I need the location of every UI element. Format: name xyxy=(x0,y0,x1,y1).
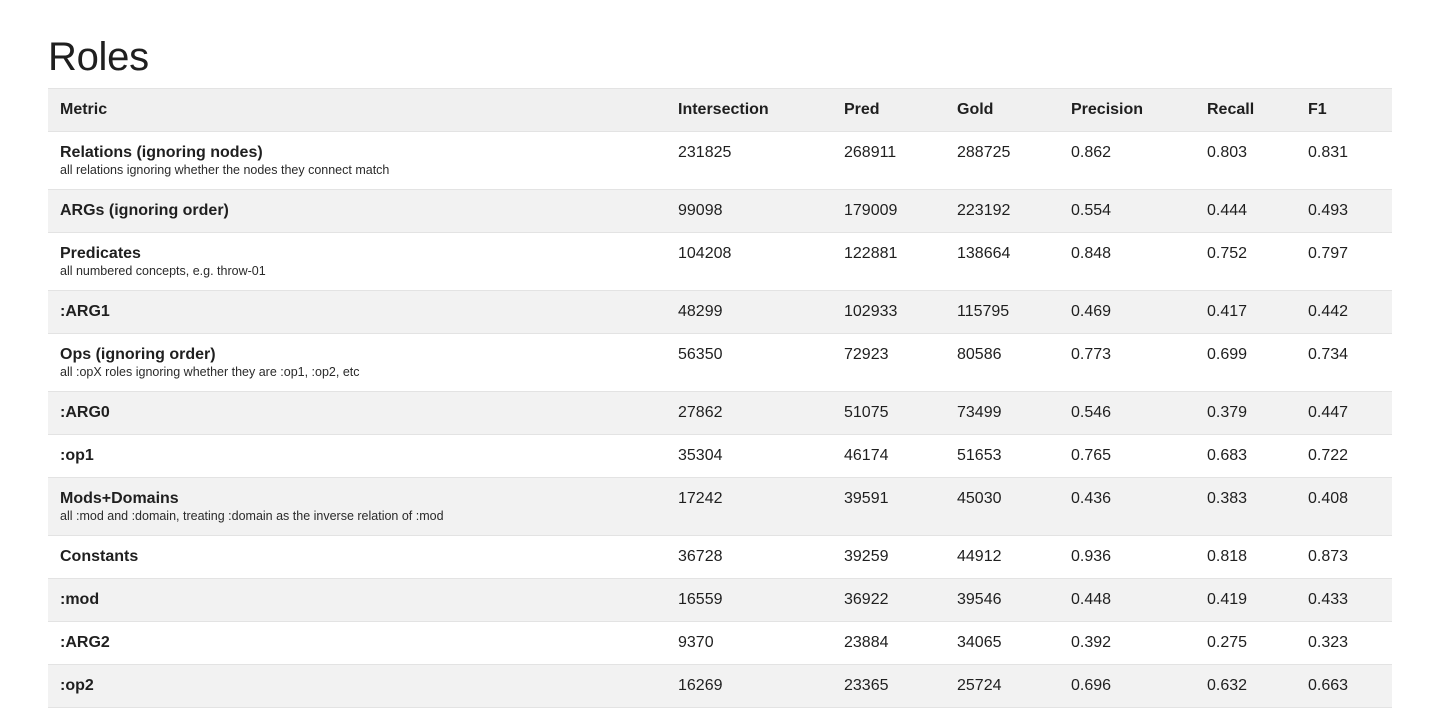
table-row xyxy=(48,622,1392,665)
table-row xyxy=(48,334,1392,392)
table-row xyxy=(48,392,1392,435)
metric-cell xyxy=(48,190,666,233)
precision-cell: 0.765 xyxy=(1059,435,1195,478)
f1-cell: 0.442 xyxy=(1296,291,1392,334)
gold-cell: 223192 xyxy=(945,190,1059,233)
gold-cell: 34065 xyxy=(945,622,1059,665)
intersection-cell: 99098 xyxy=(666,190,832,233)
metric-cell xyxy=(48,334,666,392)
pred-cell: 36922 xyxy=(832,579,945,622)
column-header-gold: Gold xyxy=(945,89,1059,132)
f1-cell: 0.663 xyxy=(1296,665,1392,708)
pred-cell: 122881 xyxy=(832,233,945,291)
pred-cell: 39591 xyxy=(832,478,945,536)
metric-cell xyxy=(48,291,666,334)
column-header-metric: Metric xyxy=(48,89,666,132)
metric-cell xyxy=(48,233,666,291)
column-header-precision: Precision xyxy=(1059,89,1195,132)
recall-cell: 0.818 xyxy=(1195,536,1296,579)
metric-cell xyxy=(48,665,666,708)
pred-cell: 179009 xyxy=(832,190,945,233)
recall-cell: 0.275 xyxy=(1195,622,1296,665)
intersection-cell: 16269 xyxy=(666,665,832,708)
metric-name: :ARG1 xyxy=(60,303,110,320)
precision-cell: 0.392 xyxy=(1059,622,1195,665)
f1-cell: 0.323 xyxy=(1296,622,1392,665)
metric-cell xyxy=(48,435,666,478)
recall-cell: 0.383 xyxy=(1195,478,1296,536)
intersection-cell: 9370 xyxy=(666,622,832,665)
table-row xyxy=(48,478,1392,536)
precision-cell: 0.773 xyxy=(1059,334,1195,392)
gold-cell: 138664 xyxy=(945,233,1059,291)
pred-cell: 72923 xyxy=(832,334,945,392)
recall-cell: 0.632 xyxy=(1195,665,1296,708)
metric-description: all :opX roles ignoring whether they are :op1, :op2, etc xyxy=(60,365,360,379)
recall-cell: 0.379 xyxy=(1195,392,1296,435)
intersection-cell: 231825 xyxy=(666,132,832,190)
gold-cell: 45030 xyxy=(945,478,1059,536)
recall-cell: 0.683 xyxy=(1195,435,1296,478)
f1-cell: 0.873 xyxy=(1296,536,1392,579)
pred-cell: 46174 xyxy=(832,435,945,478)
precision-cell: 0.848 xyxy=(1059,233,1195,291)
column-header-f1: F1 xyxy=(1296,89,1392,132)
precision-cell: 0.862 xyxy=(1059,132,1195,190)
table-row xyxy=(48,190,1392,233)
gold-cell: 115795 xyxy=(945,291,1059,334)
table-body xyxy=(48,132,1392,708)
gold-cell: 288725 xyxy=(945,132,1059,190)
f1-cell: 0.408 xyxy=(1296,478,1392,536)
table-row xyxy=(48,233,1392,291)
precision-cell: 0.696 xyxy=(1059,665,1195,708)
metric-cell xyxy=(48,392,666,435)
metric-cell xyxy=(48,536,666,579)
metric-cell xyxy=(48,132,666,190)
intersection-cell: 48299 xyxy=(666,291,832,334)
table-row xyxy=(48,435,1392,478)
pred-cell: 23365 xyxy=(832,665,945,708)
table-row xyxy=(48,665,1392,708)
pred-cell: 268911 xyxy=(832,132,945,190)
f1-cell: 0.493 xyxy=(1296,190,1392,233)
metric-description: all :mod and :domain, treating :domain as the inverse relation of :mod xyxy=(60,509,444,523)
precision-cell: 0.469 xyxy=(1059,291,1195,334)
pred-cell: 39259 xyxy=(832,536,945,579)
table-row xyxy=(48,132,1392,190)
metric-cell xyxy=(48,579,666,622)
precision-cell: 0.546 xyxy=(1059,392,1195,435)
metric-description: all numbered concepts, e.g. throw-01 xyxy=(60,264,266,278)
metric-name: :op1 xyxy=(60,447,94,464)
metric-cell xyxy=(48,622,666,665)
metrics-table xyxy=(48,88,1392,708)
intersection-cell: 104208 xyxy=(666,233,832,291)
f1-cell: 0.433 xyxy=(1296,579,1392,622)
table-row xyxy=(48,291,1392,334)
recall-cell: 0.803 xyxy=(1195,132,1296,190)
precision-cell: 0.936 xyxy=(1059,536,1195,579)
pred-cell: 23884 xyxy=(832,622,945,665)
gold-cell: 25724 xyxy=(945,665,1059,708)
f1-cell: 0.797 xyxy=(1296,233,1392,291)
gold-cell: 44912 xyxy=(945,536,1059,579)
recall-cell: 0.419 xyxy=(1195,579,1296,622)
metric-name: Relations (ignoring nodes) xyxy=(60,144,263,161)
intersection-cell: 35304 xyxy=(666,435,832,478)
f1-cell: 0.447 xyxy=(1296,392,1392,435)
f1-cell: 0.722 xyxy=(1296,435,1392,478)
recall-cell: 0.444 xyxy=(1195,190,1296,233)
column-header-pred: Pred xyxy=(832,89,945,132)
gold-cell: 73499 xyxy=(945,392,1059,435)
f1-cell: 0.831 xyxy=(1296,132,1392,190)
column-header-recall: Recall xyxy=(1195,89,1296,132)
header-row xyxy=(48,89,1392,132)
precision-cell: 0.448 xyxy=(1059,579,1195,622)
page-title: Roles xyxy=(48,35,149,79)
metric-description: all relations ignoring whether the nodes they connect match xyxy=(60,163,390,177)
metric-cell xyxy=(48,478,666,536)
recall-cell: 0.699 xyxy=(1195,334,1296,392)
metric-name: ARGs (ignoring order) xyxy=(60,202,229,219)
gold-cell: 51653 xyxy=(945,435,1059,478)
metric-name: Ops (ignoring order) xyxy=(60,346,216,363)
intersection-cell: 17242 xyxy=(666,478,832,536)
recall-cell: 0.417 xyxy=(1195,291,1296,334)
precision-cell: 0.436 xyxy=(1059,478,1195,536)
table-row xyxy=(48,536,1392,579)
gold-cell: 39546 xyxy=(945,579,1059,622)
table-row xyxy=(48,579,1392,622)
metric-name: Mods+Domains xyxy=(60,490,179,507)
intersection-cell: 16559 xyxy=(666,579,832,622)
intersection-cell: 56350 xyxy=(666,334,832,392)
metric-name: :op2 xyxy=(60,677,94,694)
intersection-cell: 36728 xyxy=(666,536,832,579)
intersection-cell: 27862 xyxy=(666,392,832,435)
pred-cell: 51075 xyxy=(832,392,945,435)
metric-name: :mod xyxy=(60,591,100,608)
gold-cell: 80586 xyxy=(945,334,1059,392)
recall-cell: 0.752 xyxy=(1195,233,1296,291)
f1-cell: 0.734 xyxy=(1296,334,1392,392)
pred-cell: 102933 xyxy=(832,291,945,334)
metric-name: Predicates xyxy=(60,245,141,262)
table-header xyxy=(48,89,1392,132)
column-header-intersection: Intersection xyxy=(666,89,832,132)
metric-name: :ARG0 xyxy=(60,404,110,421)
precision-cell: 0.554 xyxy=(1059,190,1195,233)
metric-name: Constants xyxy=(60,548,139,565)
metric-name: :ARG2 xyxy=(60,634,110,651)
